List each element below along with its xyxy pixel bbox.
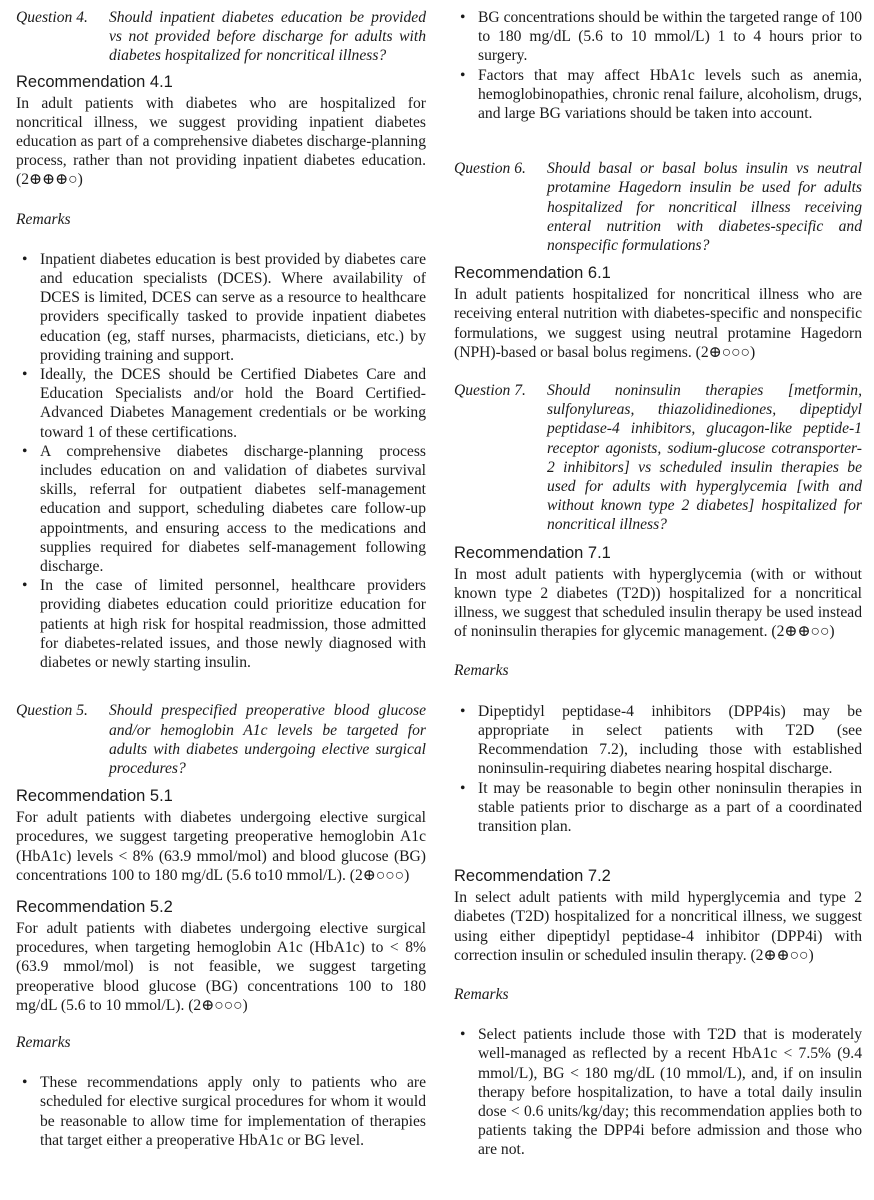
remarks-4-heading: Remarks <box>16 210 71 228</box>
remarks-4-list <box>16 250 426 672</box>
recommendation-6-1-heading: Recommendation 6.1 <box>454 264 611 283</box>
question-text: Should noninsulin therapies [metformin, sulfonylureas, thiazolidinediones, dipeptidyl peptidase-4 inhibitors, glucagon-like peptide-1 receptor agonists, sodium-glucose cotransporter-2 inhibitors] vs scheduled insulin therapies be used for adults with hyperglycemia [with and without known type 2 diabetes] hospitalized for noncritical illness? <box>547 382 862 534</box>
recommendation-5-1-heading: Recommendation 5.1 <box>16 787 173 806</box>
remarks-5-list <box>16 1073 426 1150</box>
question-label: Question 4. <box>16 9 88 26</box>
question-label: Question 5. <box>16 702 88 720</box>
recommendation-5-1-text: For adult patients with diabetes undergoing elective surgical procedures, we suggest targeting preoperative hemoglobin A1c (HbA1c) levels < 8% (63.9 mmol/mol) and blood glucose (BG) concentrations 100 to 180 mg/dL (5.6 to10 mmol/L). (2⊕○○○) <box>16 809 426 884</box>
list-item: • A comprehensive diabetes discharge-planning process includes education on and validation of diabetes survival skills, referral for outpatient diabetes self-management education and support, scheduling diabetes care follow-up appointments, and ensuring access to the medications and supplies required for diabetes self-management following discharge. <box>16 442 426 576</box>
list-item: • Ideally, the DCES should be Certified Diabetes Care and Education Specialists and/or hold the Board Certified-Advanced Diabetes Management credentials or be working toward 1 of these certifications. <box>16 365 426 442</box>
remarks-7-2-list <box>454 1025 862 1159</box>
remarks-5-heading: Remarks <box>16 1033 71 1051</box>
question-text: Should prespecified preoperative blood glucose and/or hemoglobin A1c levels be targeted for adults with diabetes undergoing elective surgical procedures? <box>109 702 426 777</box>
recommendation-5-2-heading: Recommendation 5.2 <box>16 897 173 916</box>
question-text: Should basal or basal bolus insulin vs neutral protamine Hagedorn insulin be used for adults hospitalized for noncritical illness receiving enteral nutrition with diabetes-specific and nonspecific formulations? <box>547 160 862 255</box>
recommendation-4-1-heading: Recommendation 4.1 <box>16 72 173 91</box>
question-label: Question 7. <box>454 382 526 400</box>
question-label: Question 6. <box>454 160 526 178</box>
remarks-7-1-heading: Remarks <box>454 662 509 680</box>
list-item: • Factors that may affect HbA1c levels such as anemia, hemoglobinopathies, chronic renal failure, alcoholism, drugs, and large BG variations should be taken into account. <box>454 66 862 124</box>
recommendation-7-2-text: In select adult patients with mild hyperglycemia and type 2 diabetes (T2D) hospitalized for a noncritical illness, we suggest using either dipeptidyl peptidase-4 inhibitor (DPP4i) with correction insulin or scheduled insulin therapy. (2⊕⊕○○) <box>454 889 862 964</box>
question-7 <box>454 381 862 535</box>
question-4 <box>16 8 426 66</box>
recommendation-6-1-text: In adult patients hospitalized for noncritical illness who are receiving enteral nutrition with diabetes-specific and nonspecific formulations, we suggest using neutral protamine Hagedorn (NPH)-based or basal bolus regimens. (2⊕○○○) <box>454 286 862 361</box>
left-column <box>16 8 426 1150</box>
list-item: • Dipeptidyl peptidase-4 inhibitors (DPP4is) may be appropriate in select patients with T2D (see Recommendation 7.2), including those with established noninsulin-requiring diabetes nearing hospital discharge. <box>454 702 862 779</box>
question-text: Should inpatient diabetes education be provided vs not provided before discharge for adults with diabetes hospitalized for noncritical illness? <box>109 9 426 65</box>
right-column <box>454 8 862 1160</box>
remarks-7-2-heading: Remarks <box>454 985 509 1003</box>
recommendation-7-1-heading: Recommendation 7.1 <box>454 543 611 562</box>
recommendation-4-1-text: In adult patients with diabetes who are hospitalized for noncritical illness, we suggest providing inpatient diabetes education as part of a comprehensive diabetes discharge-planning process, rather than not providing inpatient diabetes education. (2⊕⊕⊕○) <box>16 94 426 189</box>
recommendation-7-2-heading: Recommendation 7.2 <box>454 867 611 886</box>
recommendation-7-1-text: In most adult patients with hyperglycemia (with or without known type 2 diabetes (T2D)) hospitalized for a noncritical illness, we suggest that scheduled insulin therapy be used instead of noninsulin therapies for glycemic management. (2⊕⊕○○) <box>454 565 862 641</box>
list-item: • In the case of limited personnel, healthcare providers providing diabetes education could prioritize education for patients at high risk for hospital readmission, those admitted for diabetes-related issues, and those newly diagnosed with diabetes or newly starting insulin. <box>16 576 426 672</box>
list-item: • Inpatient diabetes education is best provided by diabetes care and education specialists (DCES). Where availability of DCES is limited, DCES can serve as a resource to healthcare providers specifically tasked to provide inpatient diabetes education (eg, staff nurses, pharmacists, dieticians, etc.) by providing training and support. <box>16 250 426 365</box>
remarks-7-1-list <box>454 702 862 836</box>
recommendation-5-2-text: For adult patients with diabetes undergoing elective surgical procedures, when targeting hemoglobin A1c (HbA1c) to < 8% (63.9 mmol/mol) is not feasible, we suggest targeting preoperative blood glucose (BG) concentrations 100 to 180 mg/dL (5.6 to 10 mmol/L). (2⊕○○○) <box>16 919 426 1014</box>
list-item: • BG concentrations should be within the targeted range of 100 to 180 mg/dL (5.6 to 10 mmol/L) 1 to 4 hours prior to surgery. <box>454 8 862 66</box>
question-5 <box>16 701 426 778</box>
list-item: • It may be reasonable to begin other noninsulin therapies in stable patients prior to discharge as a part of a coordinated transition plan. <box>454 779 862 837</box>
remarks-5-list-continued <box>454 8 862 123</box>
list-item: • Select patients include those with T2D that is moderately well-managed as reflected by a recent HbA1c < 7.5% (9.4 mmol/L), BG < 180 mg/dL (10 mmol/L), and, if on insulin therapy before hospitalization, to have a total daily insulin dose < 0.6 units/kg/day; this recommendation applies both to patients taking the DPP4i before admission and those who are not. <box>454 1025 862 1159</box>
list-item: • These recommendations apply only to patients who are scheduled for elective surgical procedures for whom it would be reasonable to allow time for implementation of therapies that target either a preoperative HbA1c or BG level. <box>16 1073 426 1150</box>
question-6 <box>454 159 862 255</box>
